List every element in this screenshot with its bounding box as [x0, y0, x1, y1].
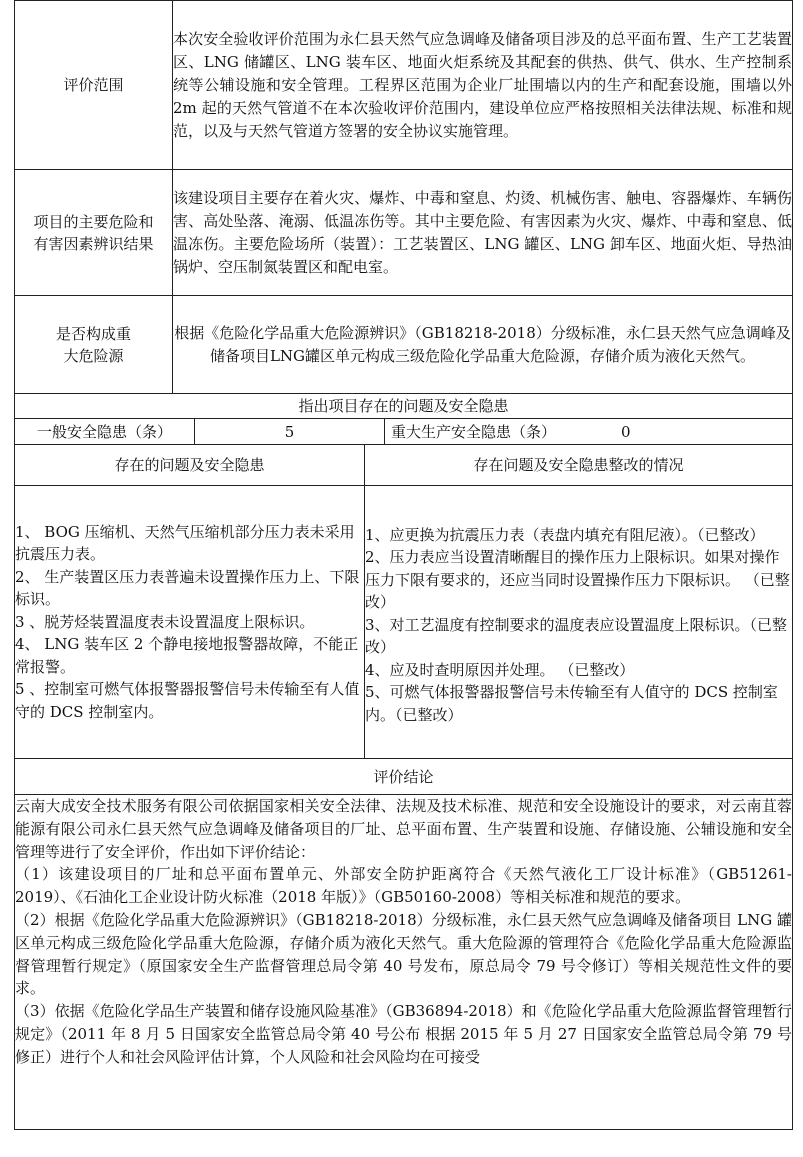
major-hazard-text: 根据《危险化学品重大危险源辨识》（GB18218-2018）分级标准，永仁县天然气应急调峰及储备项目LNG罐区单元构成三级危险化学品重大危险源，存储介质为液化天然气。	[173, 296, 793, 394]
rectification-item: 4、应及时查明原因并处理。 （已整改）	[365, 660, 635, 679]
major-hazard-count-row-cell	[385, 419, 793, 445]
problems-list	[15, 486, 365, 759]
hazards-label: 项目的主要危险和有害因素辨识结果	[15, 170, 173, 296]
issues-section-title: 指出项目存在的问题及安全隐患	[15, 394, 793, 419]
general-hazard-label: 一般安全隐患（条）	[15, 419, 195, 445]
rectification-item: 5、可燃气体报警器报警信号未传输至有人值守的 DCS 控制室内。（已整改）	[365, 683, 778, 724]
problem-item: 5 、控制室可燃气体报警器报警信号未传输至有人值守的 DCS 控制室内。	[15, 680, 360, 721]
rectification-column-header: 存在问题及安全隐患整改的情况	[365, 445, 793, 486]
major-hazard-row	[15, 296, 793, 394]
conclusion-paragraph: （1）该建设项目的厂址和总平面布置单元、外部安全防护距离符合《天然气液化工厂设计标准》（GB51261-2019）、《石油化工企业设计防火标准（2018 年版）》（GB50160-2008）等相关标准和规范的要求。	[15, 865, 792, 907]
evaluation-document	[14, 0, 792, 1157]
hazards-text: 该建设项目主要存在着火灾、爆炸、中毒和窒息、灼烫、机械伤害、触电、容器爆炸、车辆伤害、高处坠落、淹溺、低温冻伤等。其中主要危险、有害因素为火灾、爆炸、中毒和窒息、低温冻伤。主要危险场所（装置）：工艺装置区、LNG 罐区、LNG 卸车区、地面火炬、导热油锅炉、空压制氮装置区和配电室。	[173, 170, 793, 296]
rectification-item: 3、对工艺温度有控制要求的温度表应设置温度上限标识。（已整改）	[365, 615, 788, 657]
issues-count-row	[15, 419, 793, 445]
problem-item: 4、 LNG 装车区 2 个静电接地报警器故障，不能正常报警。	[15, 635, 359, 676]
major-hazard-label: 是否构成重大危险源	[15, 296, 173, 394]
rectification-item: 1、应更换为抗震压力表（表盘内填充有阻尼液）。（已整改）	[365, 525, 765, 544]
scope-text: 本次安全验收评价范围为永仁县天然气应急调峰及储备项目涉及的总平面布置、生产工艺装置区、LNG 储罐区、LNG 装车区、地面火炬系统及其配套的供热、供气、供水、生产控制系统等公辅设施和安全管理。工程界区范围为企业厂址围墙以内的生产和配套设施，围墙以外 2m 起的天然气管道不在本次验收评价范围内，建设单位应严格按照相关法律法规、标准和规范，以及与天然气管道方签署的安全协议实施管理。	[173, 1, 793, 170]
scope-row	[15, 1, 793, 170]
conclusion-paragraph: 云南大成安全技术服务有限公司依据国家相关安全法律、法规及技术标准、规范和安全设施设计的要求，对云南苴蓉能源有限公司永仁县天然气应急调峰及储备项目的厂址、总平面布置、生产装置和设施、存储设施、公辅设施和安全管理等进行了安全评价，作出如下评价结论：	[15, 797, 792, 861]
problem-item: 1、 BOG 压缩机、天然气压缩机部分压力表未采用抗震压力表。	[15, 522, 355, 564]
conclusion-paragraph: （2）根据《危险化学品重大危险源辨识》（GB18218-2018）分级标准，永仁县天然气应急调峰及储备项目 LNG 罐区单元构成三级危险化学品重大危险源，存储介质为液化天然气。重大危险源的管理符合《危险化学品重大危险源监督管理暂行规定》（原国家安全生产监督管理总局令第 40 号发布，原总局令 79 号令修订）等相关规范性文件的要求。	[15, 910, 792, 998]
major-production-hazard-label: 重大生产安全隐患（条）	[391, 422, 557, 441]
scope-label: 评价范围	[15, 1, 173, 170]
conclusion-paragraph: （3）依据《危险化学品生产装置和储存设施风险基准》（GB36894-2018）和《危险化学品重大危险源监督管理暂行规定》（2011 年 8 月 5 日国家安全监管总局令第 40 号公布 根据 2015 年 5 月 27 日国家安全监管总局令第 79 号修正）进行个人和社会风险评估计算，个人风险和社会风险均在可接受	[15, 1002, 792, 1066]
issues-detail-row	[15, 486, 793, 759]
problem-item: 3 、脱芳烃装置温度表未设置温度上限标识。	[15, 612, 315, 631]
conclusion-title: 评价结论	[15, 759, 793, 795]
conclusion-title-row	[15, 759, 793, 795]
evaluation-table	[14, 0, 793, 1130]
rectifications-list	[365, 486, 793, 759]
issues-header-row	[15, 445, 793, 486]
major-production-hazard-count: 0	[621, 422, 631, 441]
rectification-item: 2、压力表应当设置清晰醒目的操作压力上限标识。如果对操作压力下限有要求的，还应当同时设置操作压力下限标识。 （已整改）	[365, 548, 790, 612]
general-hazard-count: 5	[195, 419, 385, 445]
problems-column-header: 存在的问题及安全隐患	[15, 445, 365, 486]
problem-item: 2、 生产装置区压力表普遍未设置操作压力上、下限标识。	[15, 567, 360, 609]
conclusion-text	[15, 795, 792, 1129]
issues-title-row	[15, 394, 793, 419]
conclusion-body-row	[15, 795, 793, 1130]
conclusion-body	[15, 795, 793, 1130]
hazards-row	[15, 170, 793, 296]
